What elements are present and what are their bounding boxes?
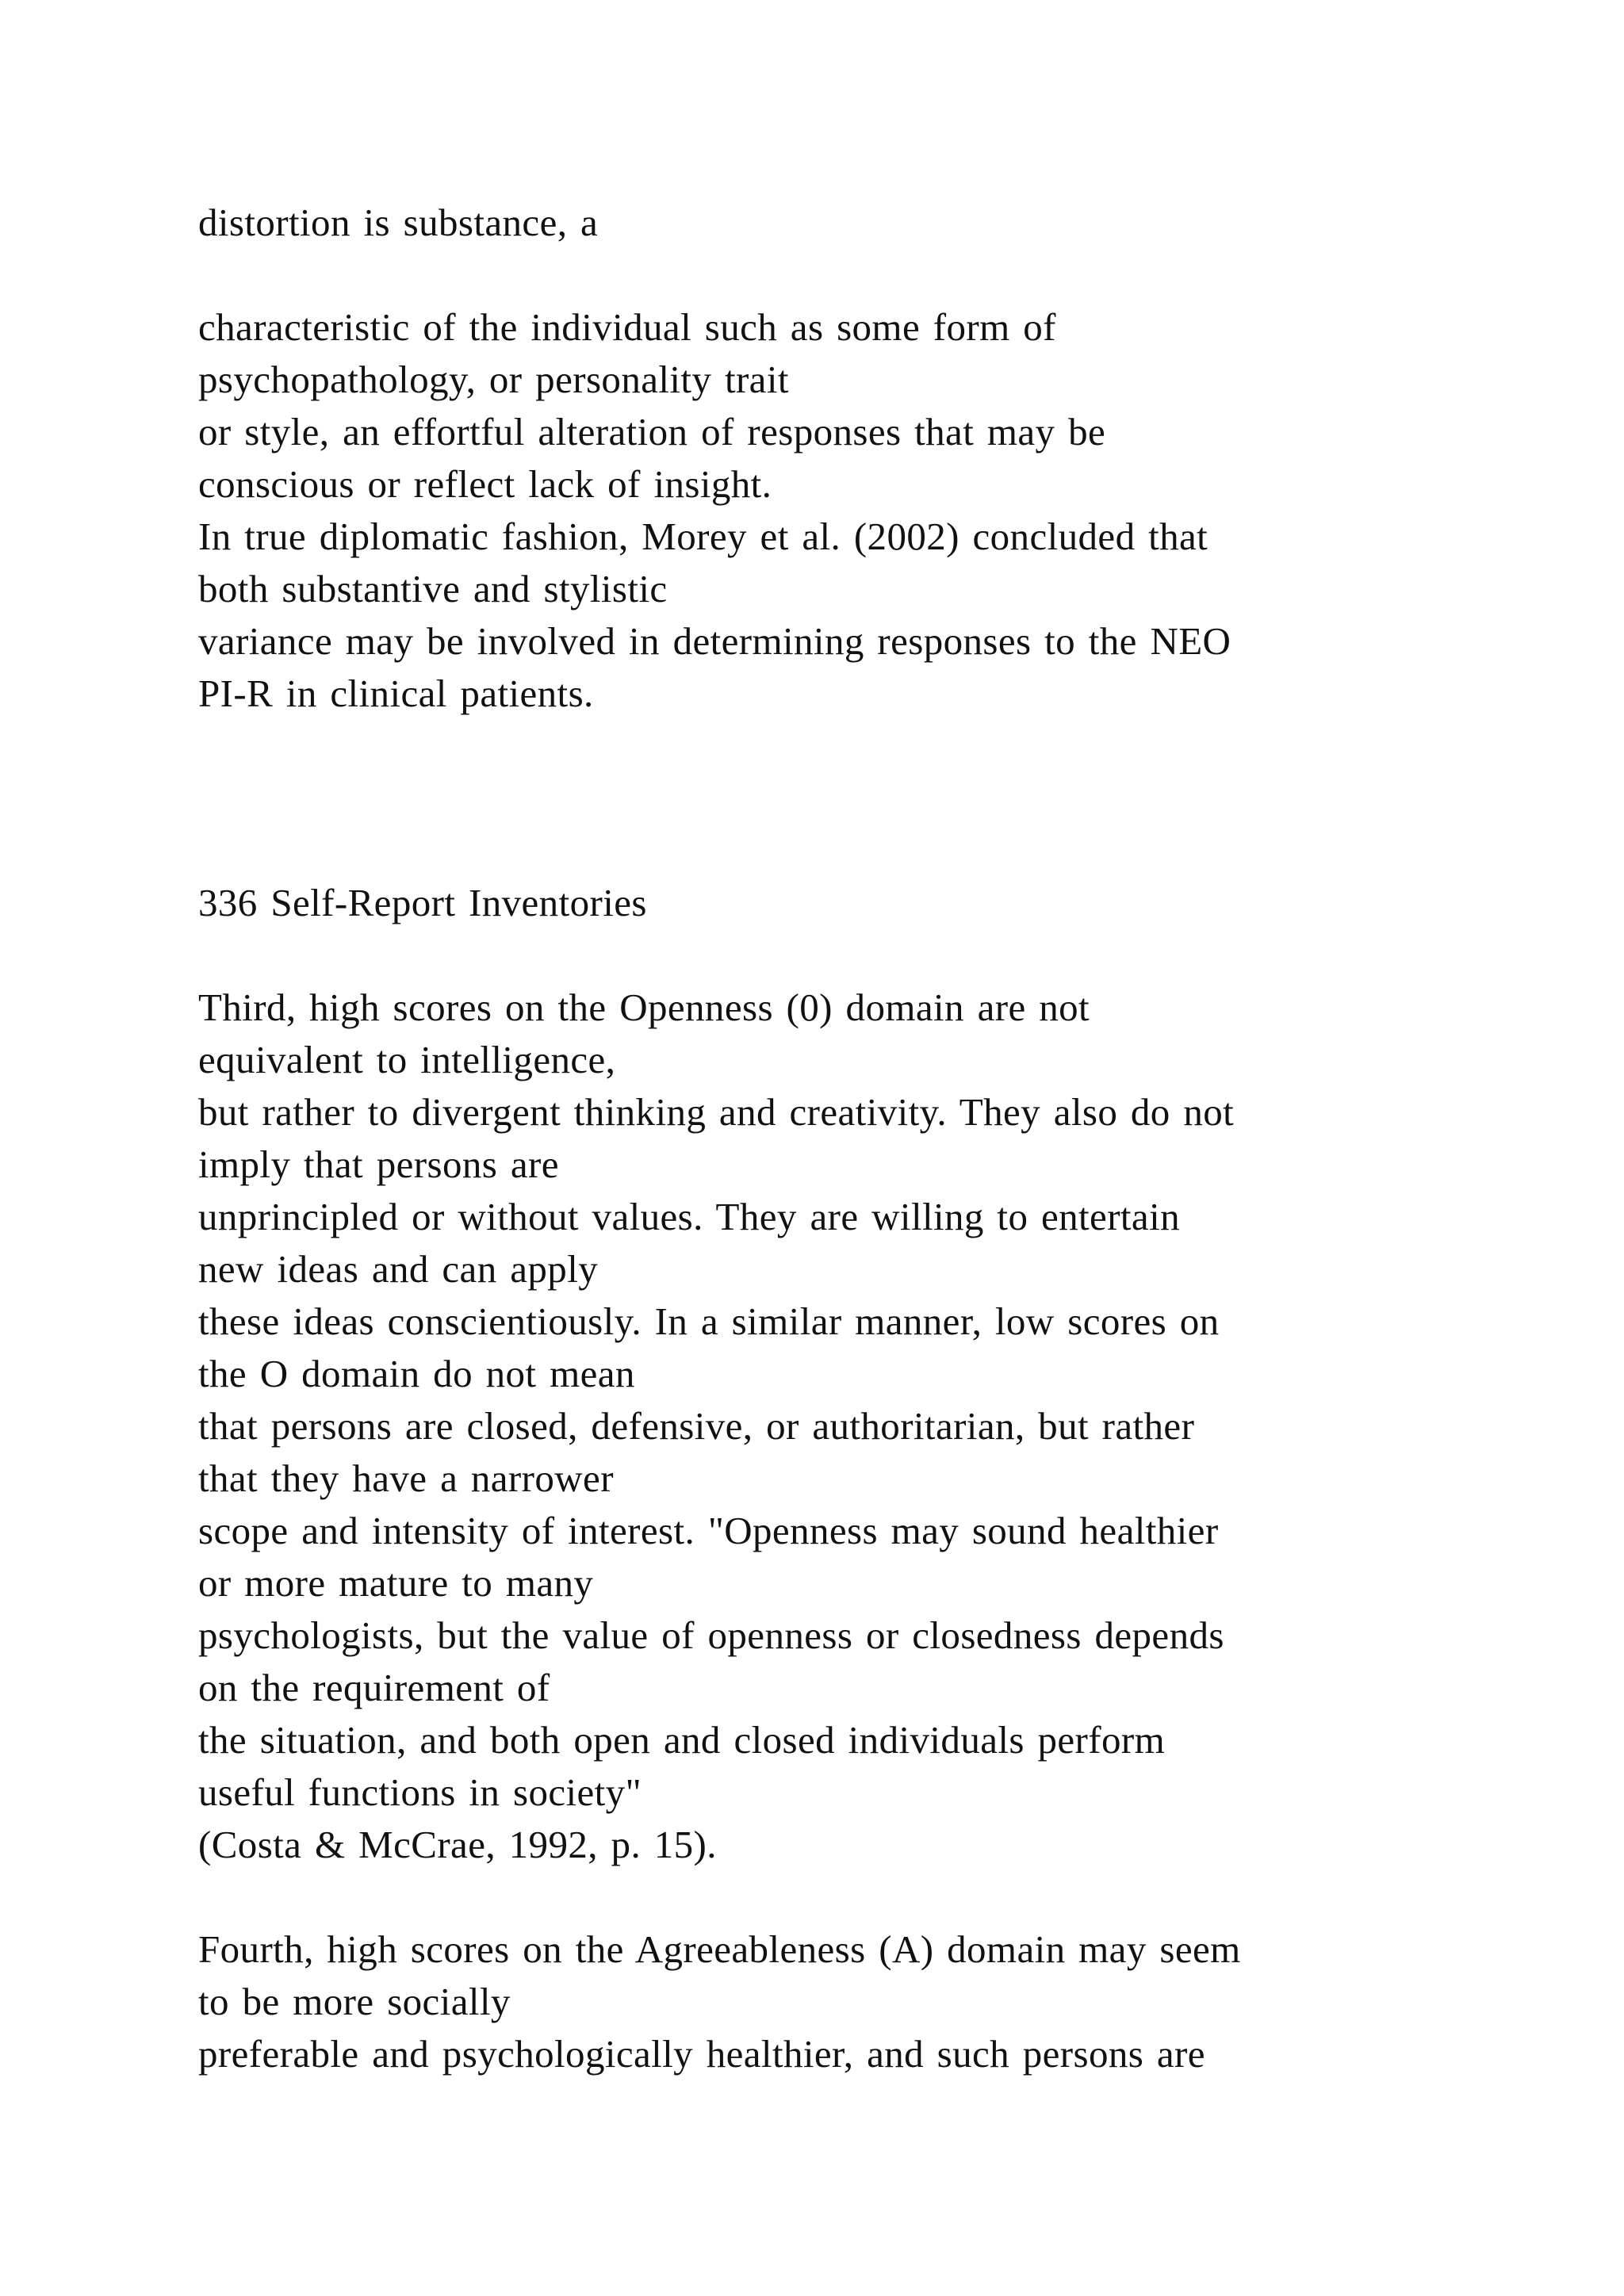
text-line: new ideas and can apply	[198, 1247, 599, 1291]
text-line: scope and intensity of interest. "Openness may sound healthier	[198, 1509, 1219, 1552]
text-line: but rather to divergent thinking and creativity. They also do not	[198, 1090, 1235, 1134]
text-line: that persons are closed, defensive, or authoritarian, but rather	[198, 1404, 1195, 1448]
text-line: variance may be involved in determining responses to the NEO	[198, 619, 1231, 663]
text-line: or style, an effortful alteration of responses that may be	[198, 410, 1106, 453]
text-line: conscious or reflect lack of insight.	[198, 462, 772, 506]
paragraph-gap	[198, 929, 1435, 982]
paragraph-gap	[198, 249, 1435, 301]
section-gap	[198, 720, 1435, 877]
text-line: imply that persons are	[198, 1142, 559, 1186]
text-line: the situation, and both open and closed individuals perform	[198, 1718, 1166, 1762]
text-line: that they have a narrower	[198, 1456, 614, 1500]
text-line: Third, high scores on the Openness (0) domain are not	[198, 985, 1090, 1029]
paragraph-agreeableness	[198, 1923, 1435, 2080]
paragraph-openness	[198, 982, 1435, 1871]
text-line: psychologists, but the value of openness or closedness depends	[198, 1613, 1224, 1657]
text-line: unprincipled or without values. They are willing to entertain	[198, 1195, 1180, 1238]
text-line: psychopathology, or personality trait	[198, 358, 789, 401]
text-line: preferable and psychologically healthier, and such persons are	[198, 2032, 1205, 2076]
text-line: the O domain do not mean	[198, 1352, 635, 1395]
text-line: PI-R in clinical patients.	[198, 672, 594, 715]
text-line: to be more socially	[198, 1980, 511, 2023]
paragraph-gap	[198, 1871, 1435, 1923]
page-header-text: 336 Self-Report Inventories	[198, 881, 647, 924]
text-line: on the requirement of	[198, 1666, 550, 1709]
text-line: characteristic of the individual such as some form of	[198, 305, 1056, 349]
paragraph-characteristic	[198, 301, 1435, 720]
text-line: useful functions in society"	[198, 1770, 642, 1814]
text-line: In true diplomatic fashion, Morey et al. (2002) concluded that	[198, 515, 1208, 558]
text-line: Fourth, high scores on the Agreeableness (A) domain may seem	[198, 1927, 1241, 1971]
text-line: these ideas conscientiously. In a similar manner, low scores on	[198, 1299, 1220, 1343]
text-line: both substantive and stylistic	[198, 567, 668, 610]
text-line: distortion is substance, a	[198, 201, 599, 244]
paragraph-distortion	[198, 197, 1435, 249]
text-line: or more mature to many	[198, 1561, 594, 1605]
text-line: equivalent to intelligence,	[198, 1038, 616, 1081]
document-page	[198, 197, 1435, 2080]
text-line: (Costa & McCrae, 1992, p. 15).	[198, 1823, 717, 1866]
page-header	[198, 877, 1435, 929]
